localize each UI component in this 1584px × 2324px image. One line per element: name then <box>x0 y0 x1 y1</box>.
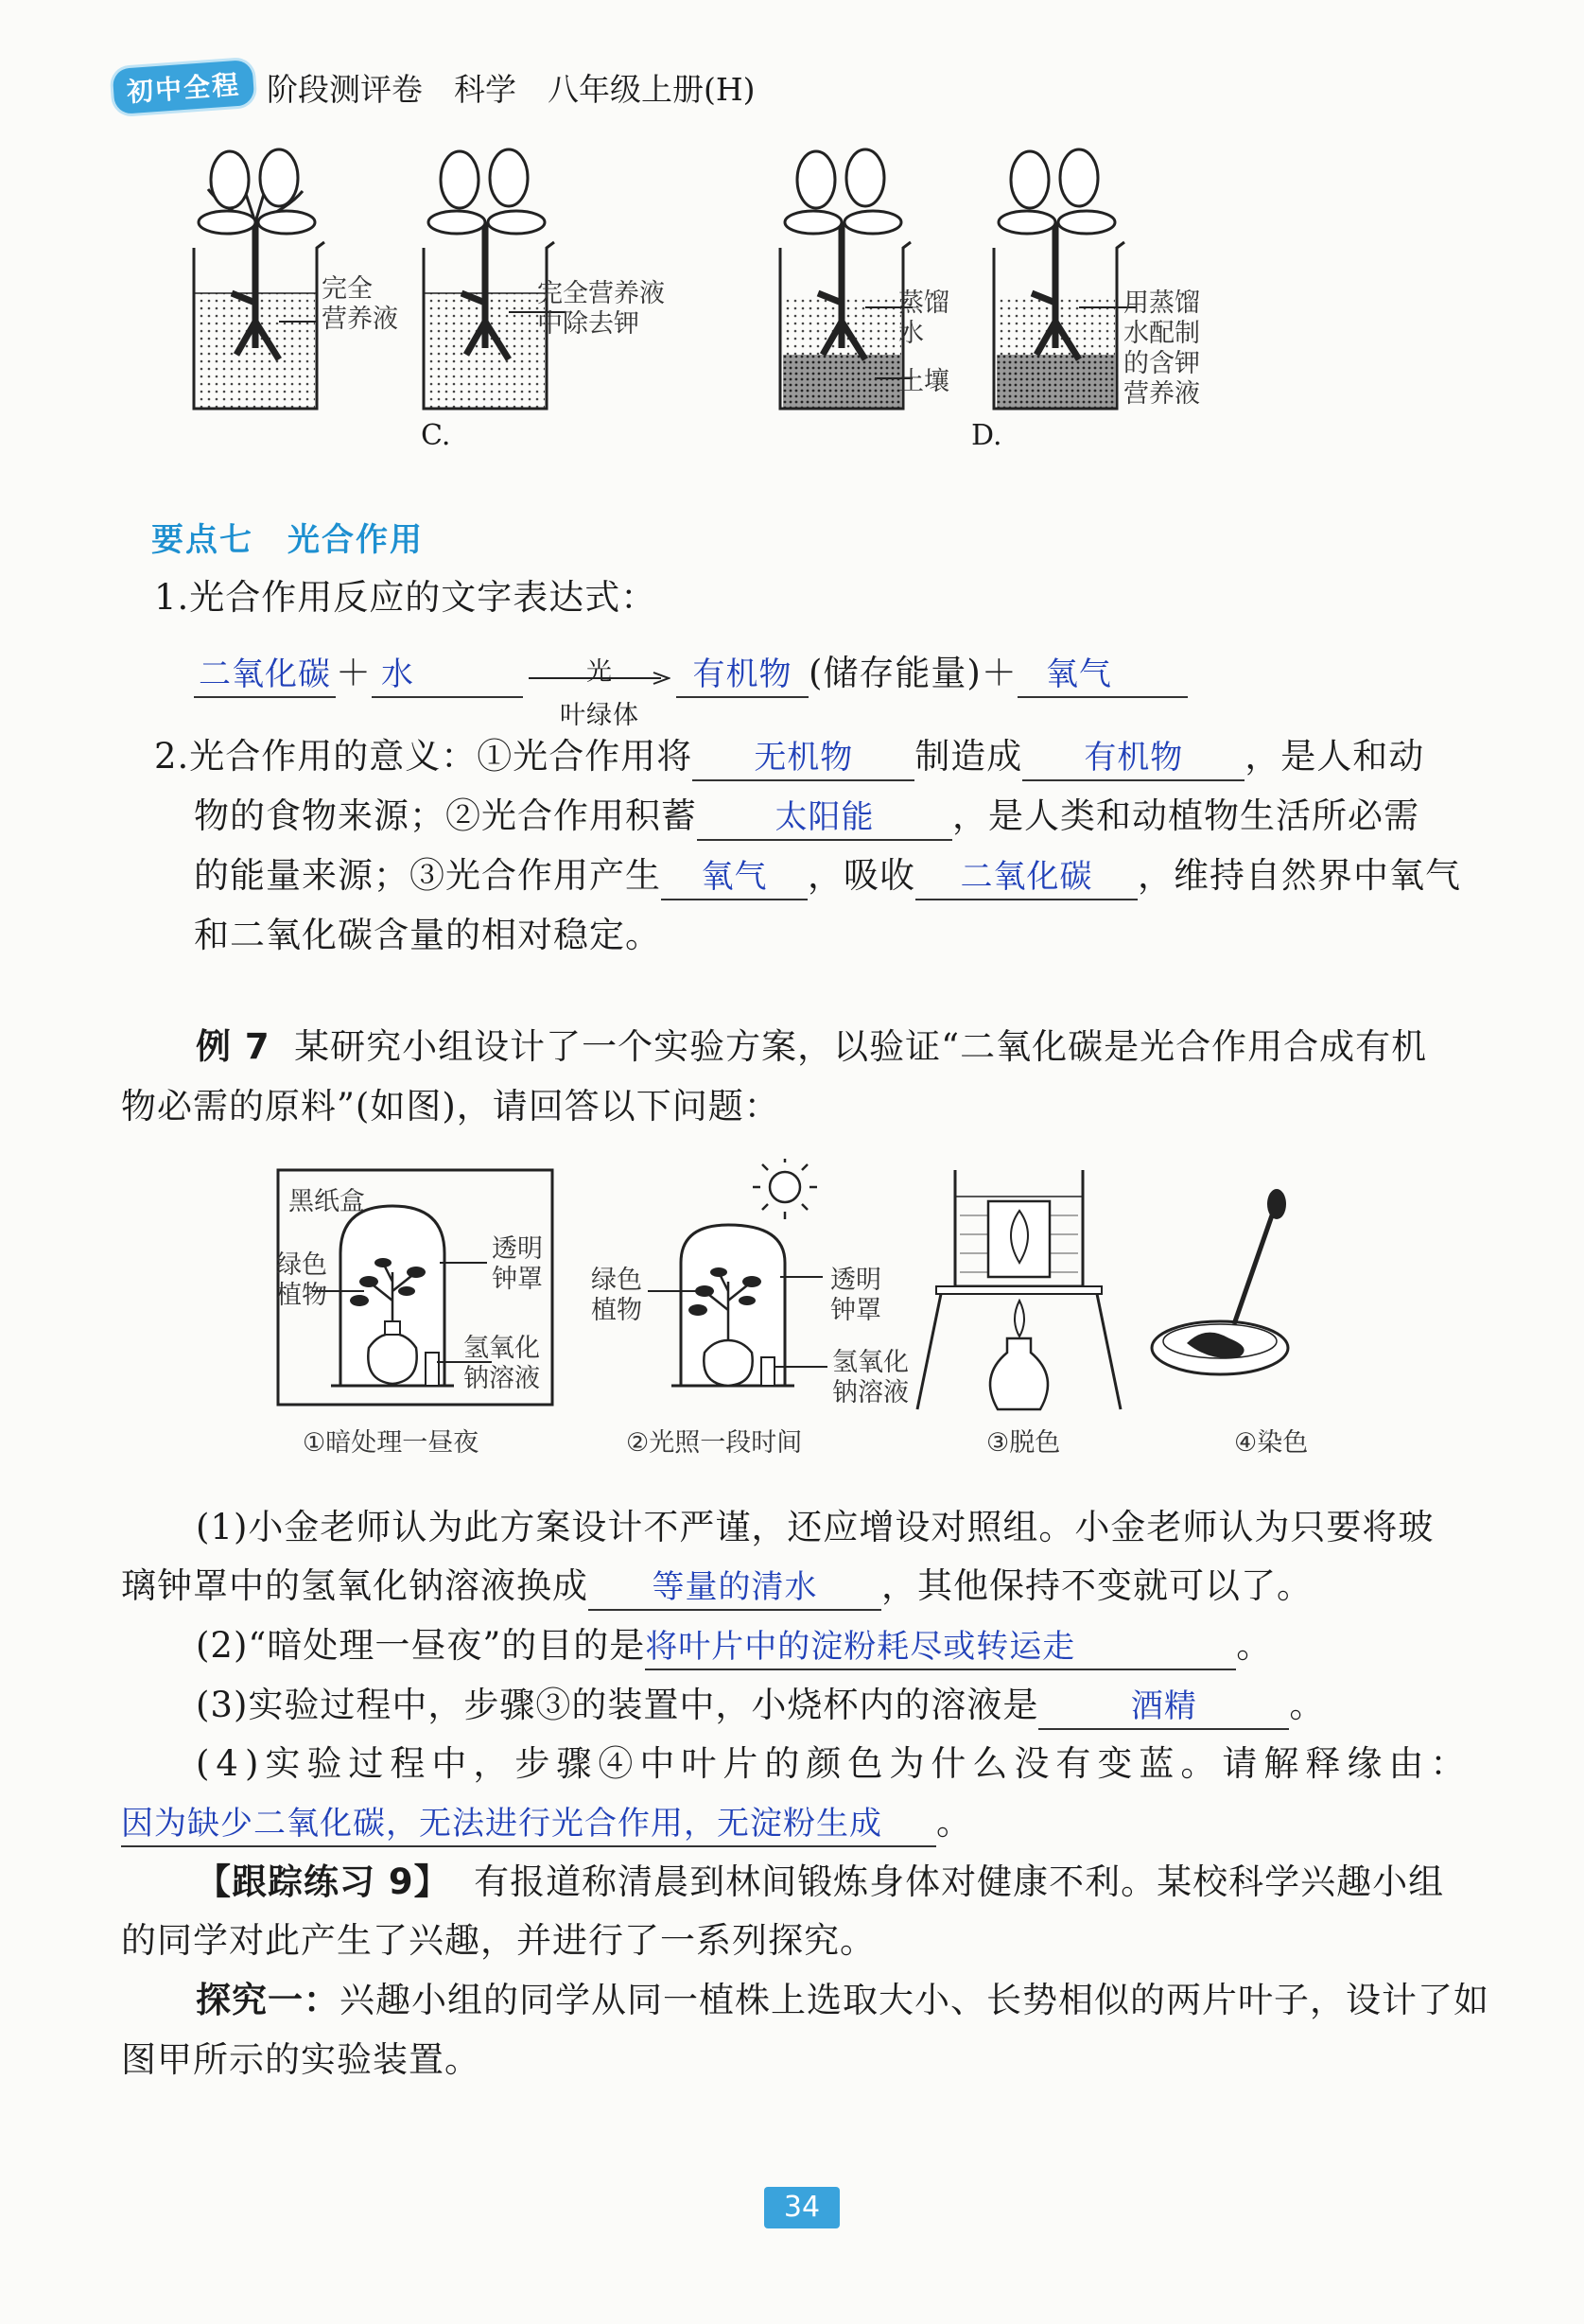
ex7-q4-answer-line <box>121 1792 972 1852</box>
step2-label: ②光照一段时间 <box>626 1428 803 1458</box>
header-title: 阶段测评卷 科学 八年级上册(H) <box>267 70 756 108</box>
label-cover-1: 透明 钟罩 <box>492 1234 543 1294</box>
ex7-q1-line2 <box>121 1556 1313 1616</box>
reaction-arrow <box>529 648 670 730</box>
eq-note: (储存能量)＋ <box>809 653 1018 693</box>
q2-t8: ，维持自然界中氧气 <box>1138 855 1461 896</box>
ex7-q1-answer: 等量的清水 <box>588 1565 881 1611</box>
ex7-q4-answer: 因为缺少二氧化碳，无法进行光合作用，无淀粉生成 <box>121 1802 936 1847</box>
series-logo: 初中全程 <box>113 60 255 114</box>
label-plant-1: 绿色 植物 <box>276 1250 327 1310</box>
experiment-figure <box>274 1159 1352 1424</box>
section-title: 要点七 光合作用 <box>151 521 424 559</box>
label-plant-2: 绿色 植物 <box>591 1266 642 1325</box>
ex7-q2a: (2)“暗处理一昼夜”的目的是 <box>196 1625 646 1666</box>
practice9-line2: 的同学对此产生了兴趣，并进行了一系列探究。 <box>121 1920 876 1961</box>
ex7-q4b: 。 <box>936 1802 972 1843</box>
example7-line1 <box>196 1017 1427 1076</box>
q2-t7: ，吸收 <box>808 855 915 896</box>
page-number: 34 <box>764 2187 840 2228</box>
condition-light: 光 <box>586 656 613 687</box>
eq-water: 水 <box>372 653 523 698</box>
ex7-q2-answer: 将叶片中的淀粉耗尽或转运走 <box>645 1625 1236 1670</box>
q2-ans-co2: 二氧化碳 <box>915 855 1138 900</box>
label-black-box: 黑纸盒 <box>288 1187 365 1216</box>
sun-icon <box>753 1159 817 1219</box>
label-c-left: 完全 营养液 <box>322 274 398 334</box>
label-naoh-1: 氢氧化 钠溶液 <box>463 1334 540 1393</box>
q2-t3: ，是人和动 <box>1245 736 1425 777</box>
q2-line4: 和二氧化碳含量的相对稳定。 <box>194 915 661 955</box>
label-d-soil: 土壤 <box>898 367 949 396</box>
beaker-d2 <box>994 149 1136 409</box>
staining-dish <box>1152 1189 1288 1374</box>
q2-ans-oxygen: 氧气 <box>661 855 808 900</box>
step1-label: ①暗处理一昼夜 <box>303 1428 479 1458</box>
practice9-text3: 兴趣小组的同学从同一植株上选取大小、长势相似的两片叶子，设计了如 <box>339 1980 1489 2020</box>
label-c-right: 完全营养液 中除去钾 <box>537 279 665 339</box>
ex7-q2 <box>196 1616 1272 1675</box>
example7-line2: 物必需的原料”(如图)，请回答以下问题： <box>121 1086 780 1127</box>
eq-co2: 二氧化碳 <box>194 653 336 698</box>
label-d-water: 蒸馏 水 <box>898 288 949 348</box>
q2-ans-solar: 太阳能 <box>697 795 952 841</box>
option-c-letter: C. <box>421 419 451 452</box>
q2-line2 <box>194 786 1419 846</box>
ex7-q3-answer: 酒精 <box>1038 1685 1289 1730</box>
ex7-q3a: (3)实验过程中，步骤③的装置中，小烧杯内的溶液是 <box>196 1685 1039 1725</box>
example7-text1: 某研究小组设计了一个实验方案，以验证“二氧化碳是光合作用合成有机 <box>294 1026 1428 1067</box>
practice9-line3 <box>196 1970 1489 2030</box>
q2-t1: 2.光合作用的意义：①光合作用将 <box>154 736 693 777</box>
practice9-text1: 有报道称清晨到林间锻炼身体对健康不利。某校科学兴趣小组 <box>474 1861 1445 1902</box>
q2-t2: 制造成 <box>914 736 1023 777</box>
practice9-line4: 图甲所示的实验装置。 <box>121 2039 480 2080</box>
ex7-q2b: 。 <box>1236 1625 1273 1666</box>
ex7-q3 <box>196 1675 1325 1735</box>
eq-oxygen: 氧气 <box>1018 653 1188 698</box>
ex7-q4: (4)实验过程中，步骤④中叶片的颜色为什么没有变蓝。请解释缘由： <box>196 1743 1472 1784</box>
ex7-q3b: 。 <box>1289 1685 1326 1725</box>
beaker-d1 <box>780 149 913 409</box>
explore-label: 探究一： <box>196 1980 339 2020</box>
page-header <box>113 59 756 115</box>
q2-line3 <box>194 846 1461 905</box>
q2-t4: 物的食物来源；②光合作用积蓄 <box>194 795 697 836</box>
q2-line1 <box>154 726 1424 786</box>
water-bath-apparatus <box>917 1170 1121 1409</box>
q2-t5: ，是人类和动植物生活所必需 <box>952 795 1419 836</box>
equation-line <box>194 643 1188 730</box>
condition-chlorophyll: 叶绿体 <box>560 700 639 730</box>
q2-ans-organic: 有机物 <box>1022 736 1245 781</box>
label-d-right: 用蒸馏 水配制 的含钾 营养液 <box>1123 288 1200 409</box>
q2-ans-inorganic: 无机物 <box>692 736 914 781</box>
eq-plus: ＋ <box>336 653 372 693</box>
q2-t6: 的能量来源；③光合作用产生 <box>194 855 661 896</box>
practice9-line1 <box>196 1852 1444 1912</box>
beaker-c1 <box>194 149 324 409</box>
practice9-label: 【跟踪练习 9】 <box>196 1861 450 1902</box>
option-d-letter: D. <box>971 419 1002 452</box>
example7-label: 例 7 <box>196 1026 270 1067</box>
eq-organic: 有机物 <box>676 653 809 698</box>
step4-label: ④染色 <box>1234 1428 1309 1458</box>
ex7-q1b: 璃钟罩中的氢氧化钠溶液换成 <box>121 1565 588 1606</box>
ex7-q1-line1: (1)小金老师认为此方案设计不严谨，还应增设对照组。小金老师认为只要将玻 <box>196 1507 1435 1547</box>
step3-label: ③脱色 <box>986 1428 1061 1458</box>
q1-text: 1.光合作用反应的文字表达式： <box>154 577 657 618</box>
label-naoh-2: 氢氧化 钠溶液 <box>832 1348 909 1407</box>
label-cover-2: 透明 钟罩 <box>830 1266 881 1325</box>
ex7-q1c: ，其他保持不变就可以了。 <box>881 1565 1313 1606</box>
